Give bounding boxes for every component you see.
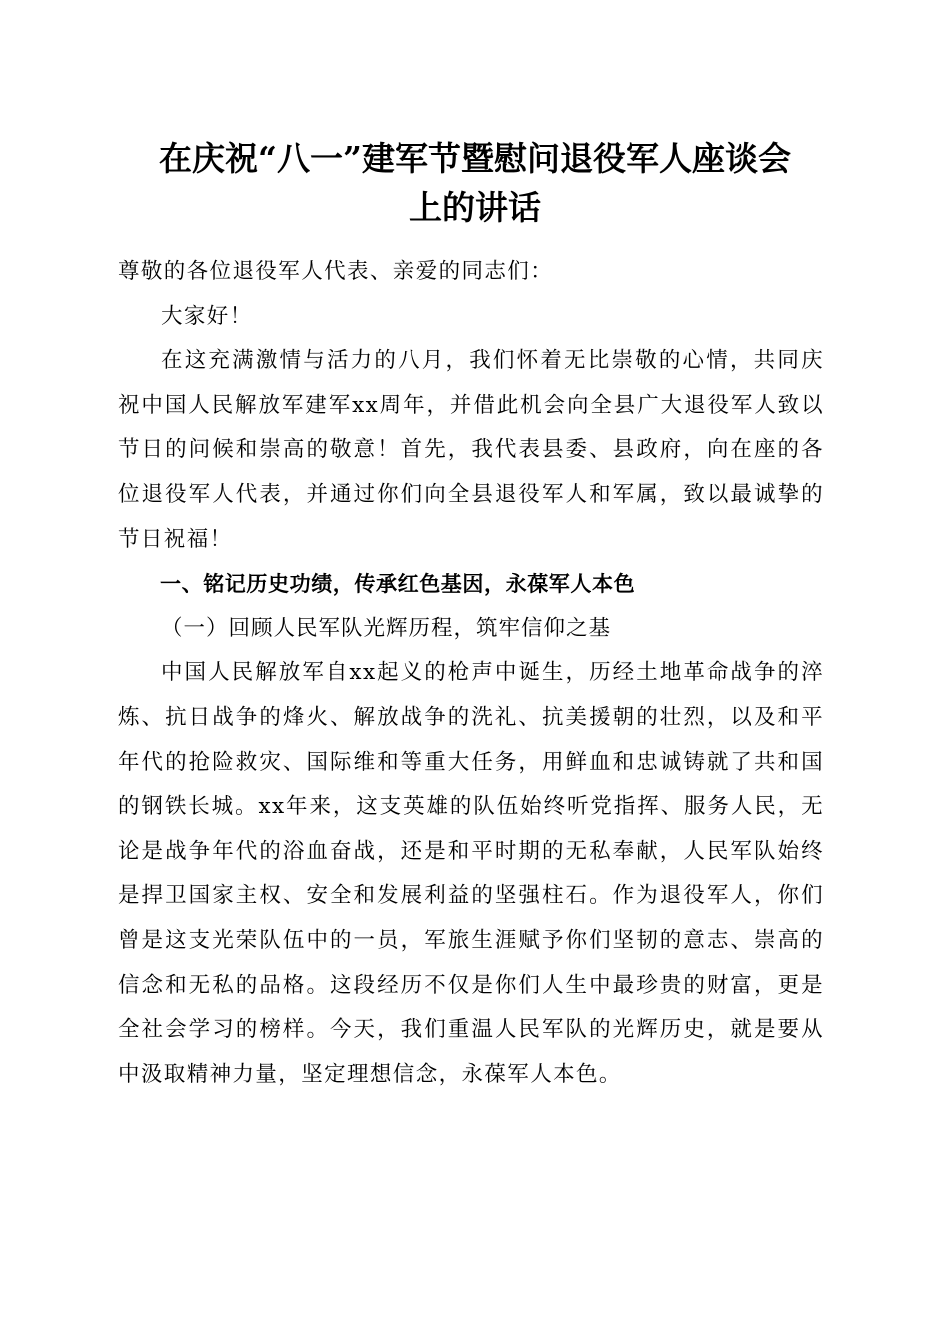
salutation: 尊敬的各位退役军人代表、亲爱的同志们： bbox=[118, 259, 554, 284]
section-heading-1: 一、铭记历史功绩，传承红色基因，永葆军人本色 bbox=[160, 572, 636, 597]
document-title bbox=[110, 134, 840, 232]
subsection-1-paragraph: 中国人民解放军自xx起义的枪声中诞生，历经土地革命战争的淬炼、抗日战争的烽火、解放战争的洗礼、抗美援朝的壮烈，以及和平年代的抢险救灾、国际维和等重大任务，用鲜血和忠诚铸就了共和国的钢铁长城。xx年来，这支英雄的队伍始终听党指挥、服务人民，无论是战争年代的浴血奋战，还是和平时期的无私奉献，人民军队始终是捍卫国家主权、安全和发展利益的坚强柱石。作为退役军人，你们曾是这支光荣队伍中的一员，军旅生涯赋予你们坚韧的意志、崇高的信念和无私的品格。这段经历不仅是你们人生中最珍贵的财富，更是全社会学习的榜样。今天，我们重温人民军队的光辉历史，就是要从中汲取精神力量，坚定理想信念，永葆军人本色。 bbox=[118, 660, 824, 1087]
title-line-1: 在庆祝“八一”建军节暨慰问退役军人座谈会 bbox=[159, 139, 791, 178]
document-body bbox=[118, 250, 824, 1097]
greeting: 大家好！ bbox=[161, 303, 253, 329]
title-line-2: 上的讲话 bbox=[409, 188, 541, 227]
subsection-heading-1: （一）回顾人民军队光辉历程，筑牢信仰之基 bbox=[161, 615, 612, 641]
intro-paragraph: 在这充满激情与活力的八月，我们怀着无比崇敬的心情，共同庆祝中国人民解放军建军xx周年，并借此机会向全县广大退役军人致以节日的问候和崇高的敬意！首先，我代表县委、县政府，向在座的各位退役军人代表，并通过你们向全县退役军人和军属，致以最诚挚的节日祝福！ bbox=[118, 348, 824, 552]
